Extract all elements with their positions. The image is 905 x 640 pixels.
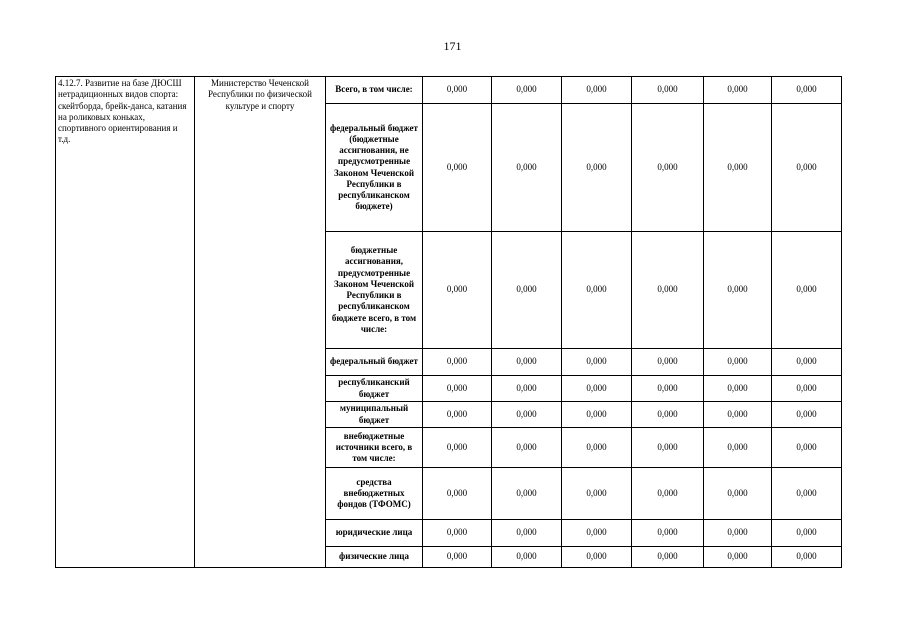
page-number: 171 — [443, 39, 462, 53]
value-cell: 0,000 — [704, 520, 772, 547]
value-cell: 0,000 — [632, 547, 704, 568]
value-cell: 0,000 — [423, 232, 492, 349]
value-cell: 0,000 — [562, 428, 632, 468]
value-cell: 0,000 — [772, 547, 842, 568]
value-cell: 0,000 — [632, 520, 704, 547]
value-cell: 0,000 — [632, 428, 704, 468]
budget-table — [55, 76, 842, 568]
value-cell: 0,000 — [562, 402, 632, 428]
value-cell: 0,000 — [704, 468, 772, 520]
funding-source-cell: Всего, в том числе: — [326, 77, 423, 104]
value-cell: 0,000 — [704, 104, 772, 232]
value-cell: 0,000 — [772, 349, 842, 376]
funding-source-cell: средства внебюджетных фондов (ТФОМС) — [326, 468, 423, 520]
value-cell: 0,000 — [562, 376, 632, 402]
value-cell: 0,000 — [632, 349, 704, 376]
funding-source-cell: юридические лица — [326, 520, 423, 547]
value-cell: 0,000 — [562, 104, 632, 232]
funding-source-cell: федеральный бюджет — [326, 349, 423, 376]
value-cell: 0,000 — [704, 547, 772, 568]
value-cell: 0,000 — [562, 77, 632, 104]
value-cell: 0,000 — [562, 468, 632, 520]
value-cell: 0,000 — [632, 232, 704, 349]
value-cell: 0,000 — [562, 232, 632, 349]
value-cell: 0,000 — [632, 104, 704, 232]
value-cell: 0,000 — [423, 77, 492, 104]
funding-source-cell: муниципальный бюджет — [326, 402, 423, 428]
value-cell: 0,000 — [492, 232, 562, 349]
value-cell: 0,000 — [423, 547, 492, 568]
value-cell: 0,000 — [423, 349, 492, 376]
value-cell: 0,000 — [772, 376, 842, 402]
value-cell: 0,000 — [492, 547, 562, 568]
value-cell: 0,000 — [704, 428, 772, 468]
executor-cell: Министерство Чеченской Республики по физической культуре и спорту — [195, 77, 326, 568]
value-cell: 0,000 — [562, 547, 632, 568]
value-cell: 0,000 — [562, 520, 632, 547]
value-cell: 0,000 — [492, 428, 562, 468]
funding-source-cell: республиканский бюджет — [326, 376, 423, 402]
funding-source-cell: бюджетные ассигнования, предусмотренные Законом Чеченской Республики в республиканском бюджете всего, в том числе: — [326, 232, 423, 349]
value-cell: 0,000 — [423, 104, 492, 232]
funding-source-cell: федеральный бюджет (бюджетные ассигнования, не предусмотренные Законом Чеченской Республики в республиканском бюджете) — [326, 104, 423, 232]
value-cell: 0,000 — [772, 232, 842, 349]
value-cell: 0,000 — [632, 402, 704, 428]
value-cell: 0,000 — [772, 520, 842, 547]
funding-source-cell: внебюджетные источники всего, в том числе: — [326, 428, 423, 468]
value-cell: 0,000 — [562, 349, 632, 376]
value-cell: 0,000 — [492, 376, 562, 402]
value-cell: 0,000 — [423, 520, 492, 547]
value-cell: 0,000 — [492, 402, 562, 428]
value-cell: 0,000 — [704, 232, 772, 349]
measure-cell: 4.12.7. Развитие на базе ДЮСШ нетрадиционных видов спорта: скейтборда, брейк-данса, катания на роликовых коньках, спортивного ориентирования и т.д. — [56, 77, 195, 568]
value-cell: 0,000 — [423, 402, 492, 428]
value-cell: 0,000 — [704, 349, 772, 376]
value-cell: 0,000 — [423, 376, 492, 402]
value-cell: 0,000 — [632, 77, 704, 104]
value-cell: 0,000 — [492, 468, 562, 520]
value-cell: 0,000 — [772, 77, 842, 104]
value-cell: 0,000 — [492, 77, 562, 104]
value-cell: 0,000 — [772, 468, 842, 520]
value-cell: 0,000 — [632, 376, 704, 402]
value-cell: 0,000 — [704, 402, 772, 428]
funding-source-cell: физические лица — [326, 547, 423, 568]
value-cell: 0,000 — [704, 376, 772, 402]
table-row — [56, 77, 842, 104]
value-cell: 0,000 — [423, 468, 492, 520]
value-cell: 0,000 — [492, 104, 562, 232]
value-cell: 0,000 — [772, 428, 842, 468]
value-cell: 0,000 — [423, 428, 492, 468]
value-cell: 0,000 — [772, 104, 842, 232]
value-cell: 0,000 — [492, 349, 562, 376]
value-cell: 0,000 — [704, 77, 772, 104]
value-cell: 0,000 — [632, 468, 704, 520]
value-cell: 0,000 — [772, 402, 842, 428]
value-cell: 0,000 — [492, 520, 562, 547]
